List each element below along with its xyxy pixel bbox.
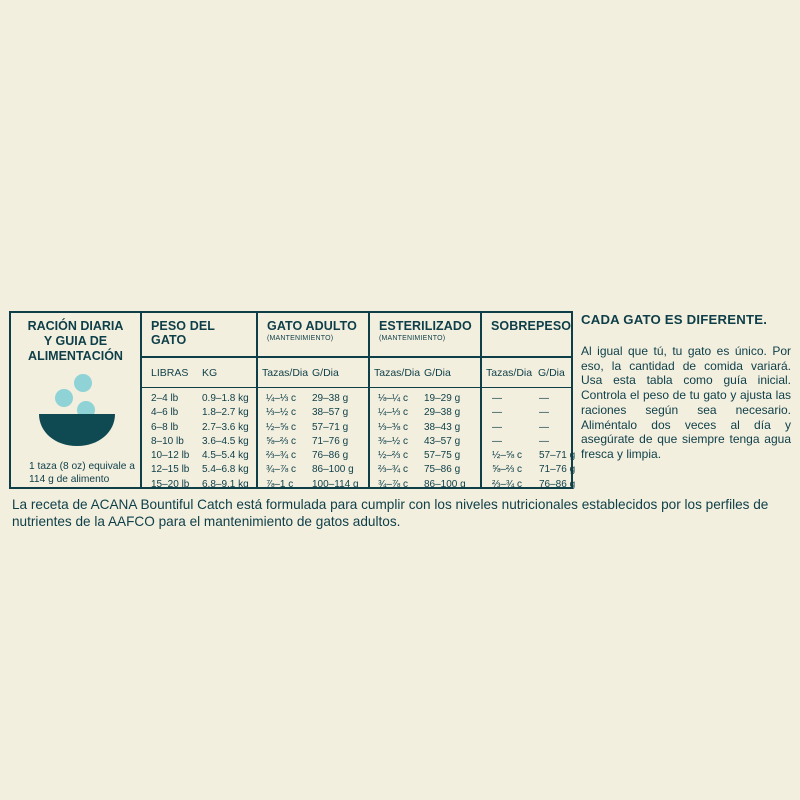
adult-cups: ⅔–¾ c — [266, 450, 297, 462]
overweight-grams: — — [539, 435, 549, 447]
ration-title-line-2: Y GUIA DE — [43, 334, 108, 348]
sterilized-grams: 43–57 g — [424, 435, 461, 447]
table-row — [142, 464, 256, 478]
sterilized-column — [370, 313, 482, 490]
overweight-grams: 71–76 g — [539, 464, 576, 476]
table-row — [258, 450, 368, 464]
weight-kg: 5.4–6.8 kg — [202, 464, 249, 476]
weight-title-line-1: PESO DEL — [151, 319, 216, 333]
overweight-cups: ⅔–¾ c — [492, 478, 523, 490]
overweight-cups: — — [492, 407, 502, 419]
weight-lb: 15–20 lb — [151, 478, 190, 490]
footer-paragraph: La receta de ACANA Bountiful Catch está formulada para cumplir con los niveles nutricionales establecidos por los perfiles de nutrientes de la AAFCO para el mantenimiento de gatos adultos. — [12, 497, 769, 529]
sterilized-cups: ⅛–¼ c — [378, 393, 409, 404]
adult-cups: ¾–⅞ c — [266, 464, 297, 476]
overweight-grams: 57–71 g — [539, 450, 576, 462]
weight-subheader — [142, 358, 256, 388]
cups-per-day-label: Tazas/Dia — [262, 367, 309, 379]
adult-header — [258, 313, 368, 358]
sterilized-grams: 57–75 g — [424, 450, 461, 462]
side-paragraph: Al igual que tú, tu gato es único. Por eso, la cantidad de comida variará. Usa esta tabla como guía inicial. Controla el peso de tu gato y ajusta las raciones según sea necesario. Aliméntalo dos veces al día y asegúrate de que siempre tenga agua fresca y limpia. — [581, 344, 791, 461]
adult-column — [258, 313, 370, 490]
overweight-cups: — — [492, 421, 502, 433]
adult-rows — [258, 393, 368, 493]
weight-rows — [142, 393, 256, 493]
adult-cups: ½–⅝ c — [266, 421, 297, 433]
table-row — [142, 436, 256, 450]
sterilized-grams: 86–100 g — [424, 478, 466, 490]
sterilized-grams: 29–38 g — [424, 407, 461, 419]
sterilized-grams: 75–86 g — [424, 464, 461, 476]
adult-cups: ¼–⅓ c — [266, 393, 297, 404]
table-row — [370, 479, 480, 493]
ration-note-line-1: 1 taza (8 oz) equivale a — [29, 461, 135, 472]
adult-cups: ⅓–½ c — [266, 407, 297, 419]
sterilized-grams: 19–29 g — [424, 393, 461, 404]
table-row — [142, 393, 256, 407]
overweight-column — [482, 313, 576, 490]
adult-cups: ⅝–⅔ c — [266, 435, 297, 447]
weight-lb: 10–12 lb — [151, 450, 190, 462]
grams-per-day-label: G/Dia — [424, 367, 451, 379]
overweight-subheader — [482, 358, 571, 388]
table-row — [142, 450, 256, 464]
table-row — [482, 436, 571, 450]
weight-kg: 0.9–1.8 kg — [202, 393, 249, 404]
overweight-rows — [482, 393, 576, 493]
weight-lb: 2–4 lb — [151, 393, 179, 404]
overweight-grams: — — [539, 393, 549, 404]
overweight-cups: ½–⅝ c — [492, 450, 523, 462]
side-title: CADA GATO ES DIFERENTE. — [581, 312, 768, 327]
overweight-grams: — — [539, 421, 549, 433]
table-row — [142, 422, 256, 436]
weight-kg: 2.7–3.6 kg — [202, 421, 249, 433]
ration-column — [11, 313, 142, 487]
table-row — [482, 478, 576, 493]
weight-kg: 6.8–9.1 kg — [202, 478, 249, 490]
table-row — [482, 393, 571, 407]
grams-per-day-label: G/Dia — [312, 367, 339, 379]
table-row — [142, 479, 256, 493]
feeding-table — [9, 311, 576, 490]
table-row — [370, 407, 480, 421]
table-row — [258, 393, 368, 407]
ration-note — [29, 460, 149, 486]
sterilized-subtitle: (MANTENIMIENTO) — [379, 335, 446, 342]
kilograms-label: KG — [202, 367, 218, 379]
overweight-cups: — — [492, 435, 502, 447]
adult-grams: 76–86 g — [312, 450, 349, 462]
bowl-with-kibble-icon — [35, 373, 119, 451]
table-row — [258, 436, 368, 450]
weight-lb: 6–8 lb — [151, 421, 179, 433]
sterilized-header — [370, 313, 480, 358]
sterilized-cups: ⅓–⅜ c — [378, 421, 409, 433]
cups-per-day-label: Tazas/Dia — [374, 367, 421, 379]
ration-title-line-1: RACIÓN DIARIA — [27, 319, 124, 333]
table-row — [482, 407, 571, 421]
table-row — [482, 422, 571, 436]
grams-per-day-label: G/Dia — [538, 367, 565, 379]
sterilized-cups: ⅜–½ c — [378, 435, 409, 447]
overweight-title: SOBREPESO — [491, 319, 572, 333]
pounds-label: LIBRAS — [151, 367, 189, 379]
sterilized-cups: ¾–⅞ c — [378, 478, 409, 490]
sterilized-subheader — [370, 358, 480, 388]
weight-lb: 12–15 lb — [151, 464, 190, 476]
table-row — [258, 407, 368, 421]
weight-header — [142, 313, 256, 358]
adult-grams: 71–76 g — [312, 435, 349, 447]
ration-title — [11, 319, 140, 364]
sterilized-cups: ¼–⅓ c — [378, 407, 409, 419]
ration-title-line-3: ALIMENTACIÓN — [28, 349, 123, 363]
table-row — [370, 393, 480, 407]
adult-subtitle: (MANTENIMIENTO) — [267, 335, 334, 342]
adult-cups: ⅞–1 c — [266, 478, 294, 490]
adult-grams: 100–114 g — [312, 478, 359, 490]
overweight-grams: 76–86 g — [539, 478, 576, 490]
weight-title-line-2: GATO — [151, 333, 187, 347]
table-row — [370, 450, 480, 464]
table-row — [258, 422, 368, 436]
cups-per-day-label: Tazas/Dia — [486, 367, 533, 379]
overweight-header — [482, 313, 571, 358]
weight-lb: 8–10 lb — [151, 435, 184, 447]
overweight-cups: — — [492, 393, 502, 404]
ration-note-line-2: 114 g de alimento — [29, 474, 110, 485]
table-row — [258, 464, 368, 478]
weight-kg: 4.5–5.4 kg — [202, 450, 249, 462]
adult-subheader — [258, 358, 368, 388]
adult-grams: 57–71 g — [312, 421, 349, 433]
adult-title: GATO ADULTO — [267, 319, 357, 333]
weight-lb: 4–6 lb — [151, 407, 179, 419]
sterilized-grams: 38–43 g — [424, 421, 461, 433]
adult-grams: 29–38 g — [312, 393, 349, 404]
table-row — [370, 422, 480, 436]
sterilized-cups: ⅔–¾ c — [378, 464, 409, 476]
sterilized-cups: ½–⅔ c — [378, 450, 409, 462]
overweight-grams: — — [539, 407, 549, 419]
weight-kg: 1.8–2.7 kg — [202, 407, 249, 419]
table-row — [370, 464, 480, 478]
table-row — [142, 407, 256, 421]
weight-column — [142, 313, 258, 490]
table-row — [482, 450, 576, 464]
table-row — [370, 436, 480, 450]
table-row — [482, 464, 576, 478]
overweight-cups: ⅝–⅔ c — [492, 464, 523, 476]
adult-grams: 38–57 g — [312, 407, 349, 419]
table-row — [258, 479, 368, 493]
weight-kg: 3.6–4.5 kg — [202, 435, 249, 447]
adult-grams: 86–100 g — [312, 464, 354, 476]
sterilized-rows — [370, 393, 480, 493]
sterilized-title: ESTERILIZADO — [379, 319, 472, 333]
